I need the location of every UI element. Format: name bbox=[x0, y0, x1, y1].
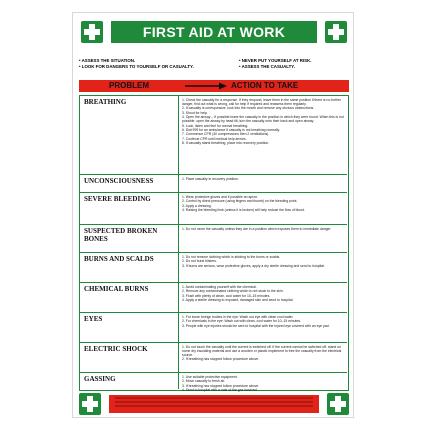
problem-action-band bbox=[79, 80, 349, 92]
action-item: 5. Look, listen and feel for normal breathing. bbox=[182, 123, 249, 128]
problem-label: UNCONSCIOUSNESS bbox=[84, 177, 154, 185]
action-item: 1. Use suitable protective equipment. bbox=[182, 375, 238, 379]
action-item: 4. Open the airway – If possible leave the casualty in the position in which they were found. When this is not possible, open the airway by head tilt, turn the casualty onto their back and open airway. bbox=[182, 115, 344, 124]
poster-title: FIRST AID AT WORK bbox=[111, 21, 317, 43]
action-list bbox=[178, 96, 347, 174]
footer-warning-band bbox=[109, 395, 319, 413]
table-row bbox=[80, 252, 347, 282]
band-action-label: ACTION TO TAKE bbox=[231, 81, 299, 90]
action-item: 4. Apply a sterile dressing to exposed, damaged skin and send to hospital. bbox=[182, 298, 294, 303]
action-item: 1. Do not move the casualty unless they are in a position which exposes them to immediate danger. bbox=[182, 227, 332, 231]
first-aid-cross-icon bbox=[325, 21, 347, 43]
first-aid-cross-icon bbox=[327, 393, 349, 415]
action-item: 1. For loose foreign bodies in the eye: Wash out eye with clean cool water. bbox=[182, 315, 294, 319]
first-aid-cross-icon bbox=[79, 393, 101, 415]
action-item: 7. Continue CPR until medical help arrives. bbox=[182, 136, 247, 141]
action-item: 7. Commence CPR (30 compressions then 2 ventilations). bbox=[182, 132, 270, 137]
table-row bbox=[80, 224, 347, 252]
action-item: 1. Place casualty in recovery position. bbox=[182, 177, 239, 181]
action-list bbox=[178, 225, 347, 252]
advice-item: • ASSESS THE SITUATION. bbox=[79, 58, 136, 63]
action-list bbox=[178, 175, 347, 192]
first-aid-poster bbox=[72, 12, 354, 418]
advice-item: • NEVER PUT YOURSELF AT RISK. bbox=[239, 58, 312, 63]
action-item: 2. Control by direct pressure (using fingers and thumb) on the bleeding point. bbox=[182, 199, 298, 204]
advice-left bbox=[79, 58, 194, 69]
problem-label: SUSPECTED BROKEN BONES bbox=[84, 227, 158, 243]
action-list bbox=[178, 253, 347, 282]
action-item: 3. If breathing has stopped follow procedure above. bbox=[182, 383, 260, 388]
poster-footer bbox=[79, 393, 349, 415]
action-list bbox=[178, 343, 347, 372]
action-item: 1. Do not remove clothing which is sticking to the burns or scalds. bbox=[182, 255, 281, 259]
problem-label: GASSING bbox=[84, 375, 116, 383]
advice-item: • ASSESS THE CASUALTY. bbox=[239, 63, 295, 69]
action-item: 3. If burns are serious, wear protective gloves, apply a dry sterile dressing and send to hospital. bbox=[182, 263, 325, 268]
table-row bbox=[80, 192, 347, 224]
action-item: 2. Do not burst blisters. bbox=[182, 259, 217, 264]
action-item: 3. People with eye injuries should be sent to hospital with the injured eye covered with an eye pad. bbox=[182, 323, 330, 328]
table-row bbox=[80, 342, 347, 372]
action-item: 8. If casualty starts breathing, place into recovery position. bbox=[182, 141, 270, 146]
action-list bbox=[178, 283, 347, 312]
problem-label: ELECTRIC SHOCK bbox=[84, 345, 148, 353]
band-problem-label: PROBLEM bbox=[109, 81, 149, 90]
action-item: 2. Move casualty to fresh air. bbox=[182, 379, 226, 384]
action-item: 1. Do not touch the casualty until the current is switched off. If the current cannot be switched off, stand on some dry insulating material and use a wooden or plastic implement to free the casualty from the electrical source. bbox=[182, 345, 342, 357]
problem-label: BURNS AND SCALDS bbox=[84, 255, 154, 263]
action-item: 3. Flush with plenty of clean, cool water for 10–15 minutes. bbox=[182, 293, 271, 298]
problem-label: BREATHING bbox=[84, 98, 127, 106]
action-item: 1. Wear protective gloves and if possible an apron. bbox=[182, 195, 259, 199]
arrow-right-icon bbox=[183, 80, 229, 92]
table-row bbox=[80, 174, 347, 192]
first-aid-table bbox=[79, 95, 349, 391]
poster-header bbox=[81, 21, 347, 57]
table-row bbox=[80, 282, 347, 312]
advice-right bbox=[239, 58, 311, 69]
action-item: 2. If breathing has stopped follow procedure above. bbox=[182, 357, 260, 362]
first-aid-cross-icon bbox=[81, 21, 103, 43]
problem-label: CHEMICAL BURNS bbox=[84, 285, 149, 293]
action-item: 4. Raising the bleeding limb (unless it is broken) will help reduce the flow of blood. bbox=[182, 208, 305, 213]
action-item: 4. Send to hospital with a note of the gas involved. bbox=[182, 388, 258, 393]
action-item: 3. Shout for help. bbox=[182, 110, 208, 115]
action-item: 6. Dial 999 for an ambulance if casualty is not breathing normally. bbox=[182, 127, 280, 132]
table-row bbox=[80, 372, 347, 393]
action-item: 2. For chemicals in the eye: Wash out with clean, cool water for 10–15 minutes. bbox=[182, 319, 301, 324]
advice-item: • LOOK FOR DANGERS TO YOURSELF OR CASUALTY. bbox=[79, 63, 194, 69]
action-item: 1. Check the casualty for a response. If they respond, leave them in the same position if there is no further danger, find out what is wrong, call for help if required and reassess them regularly. bbox=[182, 98, 342, 106]
table-row bbox=[80, 96, 347, 174]
action-item: 3. Apply a dressing. bbox=[182, 203, 212, 208]
action-list bbox=[178, 193, 347, 224]
safety-advice bbox=[79, 58, 349, 78]
action-item: 2. Remove any contaminated clothing which is not stuck to the skin. bbox=[182, 289, 284, 294]
table-row bbox=[80, 312, 347, 342]
action-list bbox=[178, 313, 347, 342]
problem-label: SEVERE BLEEDING bbox=[84, 195, 151, 203]
action-list bbox=[178, 373, 347, 393]
action-item: 1. Avoid contaminating yourself with the chemical. bbox=[182, 285, 257, 289]
problem-label: EYES bbox=[84, 315, 103, 323]
action-item: 2. If casualty is unresponsive, look into the mouth and remove any obvious obstructions. bbox=[182, 106, 315, 111]
